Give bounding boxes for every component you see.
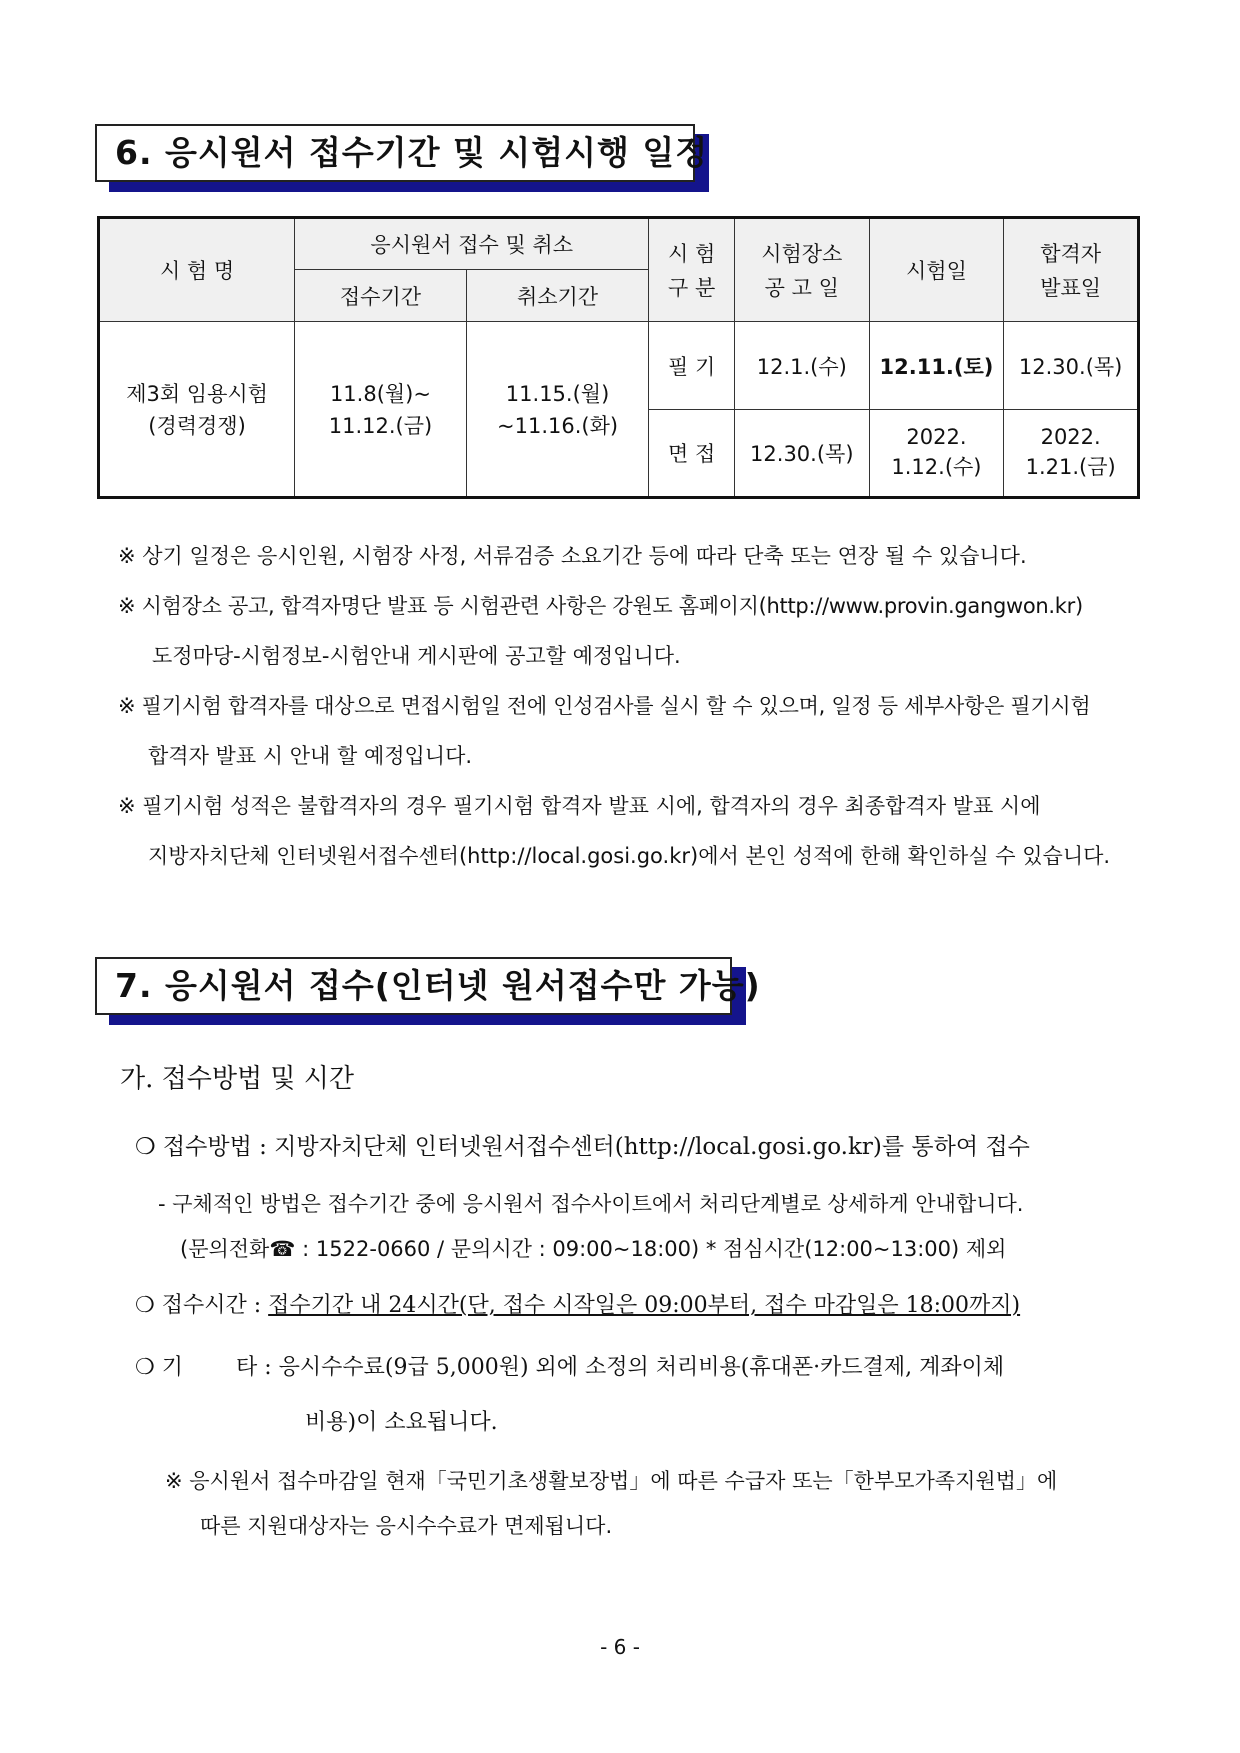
section-7-title: 7. 응시원서 접수(인터넷 원서접수만 가능) <box>95 957 732 1015</box>
header-exam-type-line2: 구 분 <box>667 276 716 300</box>
venue-date-written: 12.1.(수) <box>734 322 869 410</box>
receipt-time <box>135 1288 1020 1319</box>
fee-exemption-note-cont: 따른 지원대상자는 응시수수료가 면제됩니다. <box>200 1514 613 1538</box>
note-line: ※ 필기시험 성적은 불합격자의 경우 필기시험 합격자 발표 시에, 합격자의 경우 최종합격자 발표 시에 <box>118 794 1041 818</box>
header-result-line1: 합격자 <box>1040 242 1102 266</box>
section-6-header <box>95 124 709 182</box>
inquiry-phone: (문의전화☎ : 1522-0660 / 문의시간 : 09:00~18:00) * 점심시간(12:00~13:00) 제외 <box>180 1237 1007 1261</box>
subsection-title: 가. 접수방법 및 시간 <box>120 1064 354 1094</box>
note-line: ※ 시험장소 공고, 합격자명단 발표 등 시험관련 사항은 강원도 홈페이지(http://www.provin.gangwon.kr) <box>118 594 1083 618</box>
etc-line <box>135 1350 1004 1381</box>
header-exam-name: 시 험 명 <box>99 218 295 322</box>
exam-type-interview: 면 접 <box>649 410 735 498</box>
header-result-date <box>1004 218 1139 322</box>
schedule-table <box>97 216 1140 499</box>
cancel-period-line2: ~11.16.(화) <box>497 414 619 438</box>
header-receive-period: 접수기간 <box>295 270 467 322</box>
note-line: 지방자치단체 인터넷원서접수센터(http://local.gosi.go.kr)에서 본인 성적에 한해 확인하실 수 있습니다. <box>148 844 1111 868</box>
etc-value: 응시수수료(9급 5,000원) 외에 소정의 처리비용(휴대폰·카드결제, 계좌이체 <box>278 1355 1005 1380</box>
table-row <box>99 322 1139 410</box>
note-line: 도정마당-시험정보-시험안내 게시판에 공고할 예정입니다. <box>152 644 681 668</box>
note-line: ※ 상기 일정은 응시인원, 시험장 사정, 서류검증 소요기간 등에 따라 단축 또는 연장 될 수 있습니다. <box>118 544 1027 568</box>
header-venue-notice <box>734 218 869 322</box>
etc-label-2: 타 : <box>235 1355 272 1380</box>
result-date-interview-line2: 1.21.(금) <box>1025 455 1116 479</box>
result-date-interview <box>1004 410 1139 498</box>
cancel-period-cell <box>466 322 649 498</box>
exam-type-written: 필 기 <box>649 322 735 410</box>
note-line: ※ 필기시험 합격자를 대상으로 면접시험일 전에 인성검사를 실시 할 수 있으며, 일정 등 세부사항은 필기시험 <box>118 694 1091 718</box>
etc-label-1: ❍ 기 <box>135 1355 183 1380</box>
header-venue-line2: 공 고 일 <box>764 276 839 300</box>
receive-period-line1: 11.8(월)~ <box>329 382 431 406</box>
method-detail: - 구체적인 방법은 접수기간 중에 응시원서 접수사이트에서 처리단계별로 상세하게 안내합니다. <box>158 1192 1024 1216</box>
header-result-line2: 발표일 <box>1040 276 1102 300</box>
result-date-written: 12.30.(목) <box>1004 322 1139 410</box>
receive-period-line2: 11.12.(금) <box>328 414 433 438</box>
exam-date-interview-line1: 2022. <box>906 425 967 449</box>
header-venue-line1: 시험장소 <box>761 242 843 266</box>
header-exam-type-line1: 시 험 <box>667 242 716 266</box>
section-6-notes <box>118 540 1110 890</box>
venue-date-interview: 12.30.(목) <box>734 410 869 498</box>
header-cancel-period: 취소기간 <box>466 270 649 322</box>
header-exam-type <box>649 218 735 322</box>
header-application-group: 응시원서 접수 및 취소 <box>295 218 649 270</box>
exam-name-line1: 제3회 임용시험 <box>126 382 268 406</box>
exam-date-interview-line2: 1.12.(수) <box>891 455 982 479</box>
section-7-header <box>95 957 761 1015</box>
result-date-interview-line1: 2022. <box>1040 425 1101 449</box>
header-exam-date: 시험일 <box>869 218 1004 322</box>
receipt-time-value: 접수기간 내 24시간(단, 접수 시작일은 09:00부터, 접수 마감일은 18:00까지) <box>268 1293 1021 1318</box>
receipt-time-label: ❍ 접수시간 : <box>135 1293 262 1318</box>
cancel-period-line1: 11.15.(월) <box>505 382 610 406</box>
method-line: ❍ 접수방법 : 지방자치단체 인터넷원서접수센터(http://local.gosi.go.kr)를 통하여 접수 <box>135 1134 1030 1160</box>
page-number: - 6 - <box>600 1635 640 1659</box>
exam-name-line2: (경력경쟁) <box>148 414 246 438</box>
note-line: 합격자 발표 시 안내 할 예정입니다. <box>148 744 473 768</box>
exam-name-cell <box>99 322 295 498</box>
fee-exemption-note: ※ 응시원서 접수마감일 현재「국민기초생활보장법」에 따른 수급자 또는「한부모가족지원법」에 <box>165 1469 1058 1493</box>
section-6-title: 6. 응시원서 접수기간 및 시험시행 일정 <box>95 124 695 182</box>
receive-period-cell <box>295 322 467 498</box>
exam-date-written: 12.11.(토) <box>869 322 1004 410</box>
exam-date-interview <box>869 410 1004 498</box>
etc-value-continued: 비용)이 소요됩니다. <box>305 1410 498 1435</box>
